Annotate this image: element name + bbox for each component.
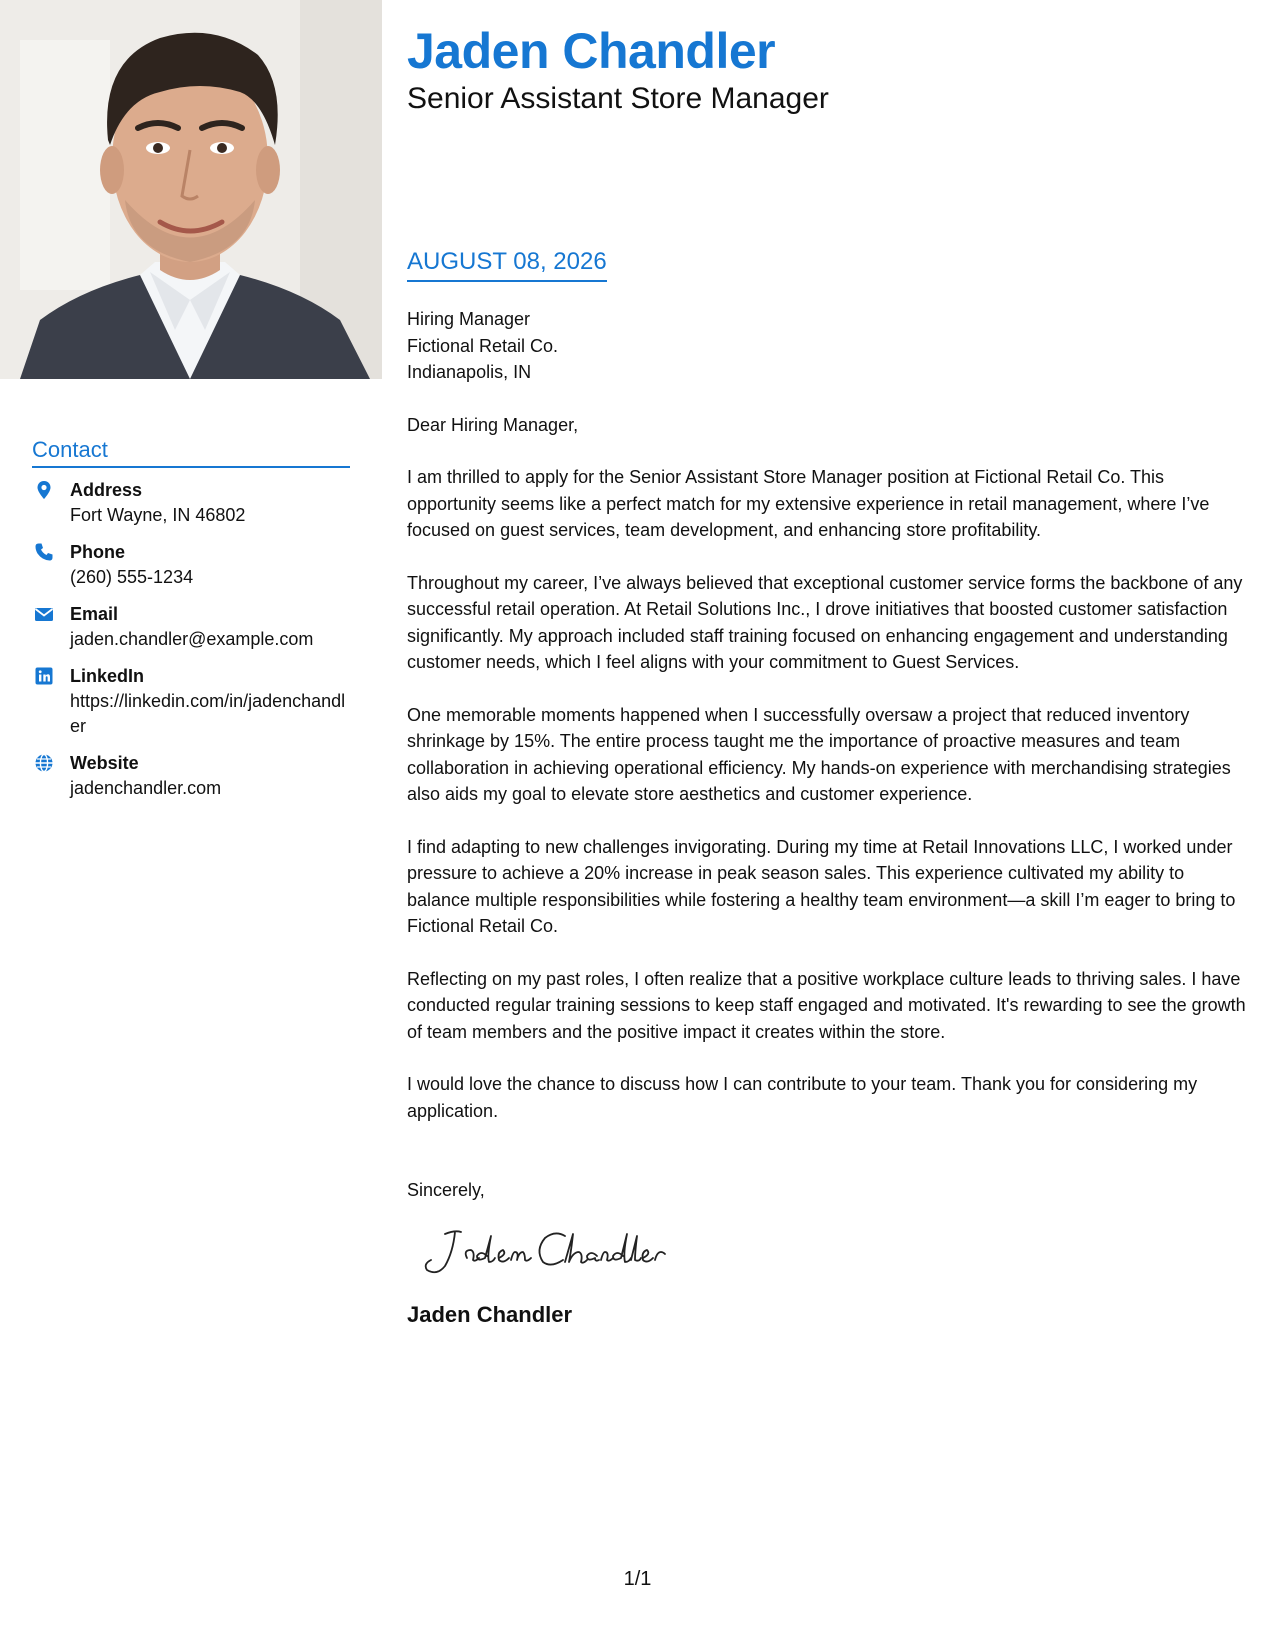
salutation: Dear Hiring Manager,: [407, 414, 579, 435]
contact-label: Email: [70, 604, 119, 624]
phone-value[interactable]: (260) 555-1234: [70, 567, 194, 587]
contact-item-linkedin: [32, 664, 350, 739]
signed-name: Jaden Chandler: [407, 1301, 573, 1327]
recipient-line: Hiring Manager: [407, 309, 531, 329]
map-pin-icon: [34, 480, 54, 500]
contact-item-address: [32, 478, 350, 528]
contact-item-website: [32, 751, 350, 801]
profile-photo: [0, 0, 382, 379]
globe-icon: [34, 753, 54, 773]
linkedin-link[interactable]: https://linkedin.com/in/jadenchandler: [70, 691, 346, 736]
page-number: 1/1: [623, 1568, 652, 1590]
recipient-block: [407, 306, 1247, 386]
email-link[interactable]: jaden.chandler@example.com: [70, 629, 314, 649]
contact-item-email: [32, 602, 350, 652]
contact-label: Phone: [70, 542, 126, 562]
letter-paragraph: I am thrilled to apply for the Senior Assistant Store Manager position at Fictional Retail Co. This opportunity seems like a perfect match for my extensive experience in retail management, where I’ve focused on guest services, team development, and enhancing store profitability.: [407, 467, 1210, 540]
letter-body: [407, 306, 1247, 1328]
letter-paragraph: Reflecting on my past roles, I often realize that a positive workplace culture leads to thriving sales. I have conducted regular training sessions to keep staff engaged and motivated. It's rewarding to see the growth of team members and the positive impact it creates within the store.: [407, 968, 1246, 1042]
website-link[interactable]: jadenchandler.com: [70, 778, 222, 798]
recipient-line: Fictional Retail Co.: [407, 335, 559, 356]
contact-list: [32, 478, 350, 801]
contact-heading: Contact: [32, 437, 350, 468]
letter-date: AUGUST 08, 2026: [407, 248, 607, 282]
handwritten-signature: [415, 1222, 675, 1282]
contact-label: Website: [70, 753, 139, 773]
job-title: Senior Assistant Store Manager: [407, 82, 829, 115]
contact-section: [32, 437, 350, 813]
letter-paragraph: One memorable moments happened when I successfully oversaw a project that reduced inventory shrinkage by 15%. The entire process taught me the importance of proactive measures and team collaboration in achieving operational efficiency. My hands-on experience with merchandising strategies also aids my goal to elevate store aesthetics and customer experience.: [407, 704, 1231, 804]
contact-item-phone: [32, 540, 350, 590]
closing: Sincerely,: [407, 1180, 485, 1200]
recipient-line: Indianapolis, IN: [407, 362, 532, 382]
email-icon: [34, 604, 54, 624]
sidebar: [0, 0, 382, 1650]
letter-paragraph: I would love the chance to discuss how I can contribute to your team. Thank you for considering my application.: [407, 1074, 1198, 1121]
letter-paragraph: Throughout my career, I’ve always believed that exceptional customer service forms the backbone of any successful retail operation. At Retail Solutions Inc., I drove initiatives that boosted customer satisfaction significantly. My approach included staff training focused on enhancing engagement and understanding customer needs, which I feel aligns with your commitment to Guest Services.: [407, 572, 1243, 672]
linkedin-icon: [34, 666, 54, 686]
letter-paragraph: I find adapting to new challenges invigorating. During my time at Retail Innovations LLC, I worked under pressure to achieve a 20% increase in peak season sales. This experience cultivated my ability to balance multiple responsibilities while fostering a healthy team environment—a skill I’m eager to bring to Fictional Retail Co.: [407, 836, 1236, 936]
phone-icon: [34, 542, 54, 562]
address-value: Fort Wayne, IN 46802: [70, 505, 246, 525]
applicant-name: Jaden Chandler: [407, 23, 776, 79]
contact-label: LinkedIn: [70, 666, 145, 686]
contact-label: Address: [70, 480, 143, 500]
